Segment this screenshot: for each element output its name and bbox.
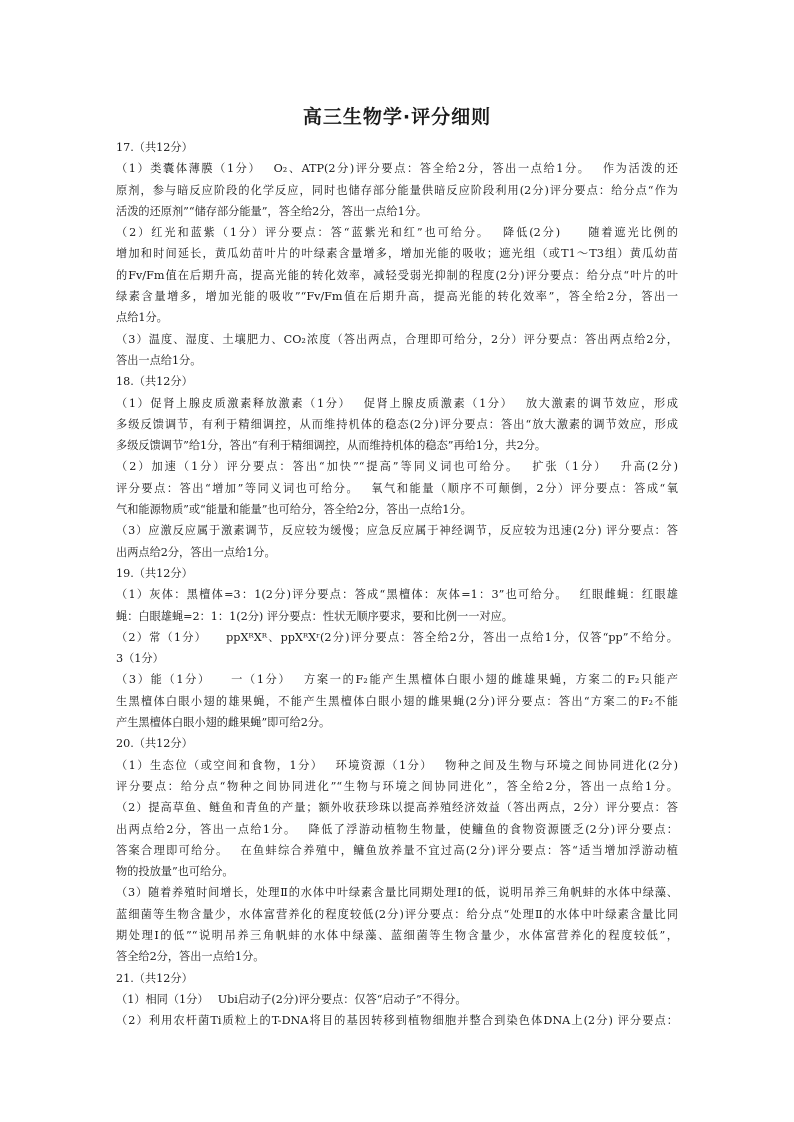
text-line: 产生黑檀体白眼小翅的雌果蝇”即可给2分。	[116, 716, 331, 730]
text-line: （1）促肾上腺皮质激素释放激素（1分） 促肾上腺皮质激素（1分） 放大激素的调节效应，形成	[116, 396, 678, 410]
text-line: 增加和时间延长，黄瓜幼苗叶片的叶绿素含量增多，增加光能的吸收；遮光组（或T1～T3组）黄瓜幼苗	[116, 247, 678, 261]
text-line: （2）提高草鱼、鲢鱼和青鱼的产量；额外收获珍珠以提高养殖经济效益（答出两点，2分）评分要点：答	[116, 801, 678, 815]
text-line: 物的投放量”也可给分。	[116, 865, 234, 879]
text-line: （1）生态位（或空间和食物，1分） 环境资源（1分） 物种之间及生物与环境之间协同进化(2分)	[116, 758, 678, 772]
document-title: 高三生物学·评分细则	[302, 106, 492, 128]
text-line: 20.（共12分）	[116, 737, 193, 751]
text-line: （3）能（1分） 一（1分） 方案一的F₂能产生黑檀体白眼小翅的雌雄果蝇，方案二的F₂只能产	[116, 673, 678, 687]
text-line: （1）相同（1分） Ubi启动子(2分)评分要点：仅答“启动子”不得分。	[116, 992, 467, 1006]
text-line: 3（1分）	[116, 652, 164, 666]
text-line: 答案合理即可给分。 在鱼蚌综合养殖中，鳙鱼放养量不宜过高(2分)评分要点：答“适当增加浮游动植	[116, 843, 678, 857]
text-line: 蝇：白眼雄蝇=2：1：1(2分) 评分要点：性状无顺序要求，要和比例一一对应。	[116, 609, 513, 623]
text-line: 19.（共12分）	[116, 566, 193, 580]
text-line: 的Fv/Fm值在后期升高，提高光能的转化效率，减轻受弱光抑制的程度(2分)评分要点：给分点“叶片的叶	[116, 268, 678, 282]
text-line: 绿素含量增多，增加光能的吸收”“Fv/Fm值在后期升高，提高光能的转化效率”，答全给2分，答出一	[116, 290, 678, 304]
text-line: （2）利用农杆菌Ti质粒上的T-DNA将目的基因转移到植物细胞并整合到染色体DNA上(2分) 评分要点：	[116, 1014, 678, 1028]
text-line: 蓝细菌等生物含量少，水体富营养化的程度较低(2分)评分要点：给分点“处理Ⅱ的水体中叶绿素含量比同	[116, 907, 678, 921]
text-line: 气和能源物质”或“能量和能量”也可给分，答全给2分，答出一点给1分。	[116, 503, 472, 517]
text-line: 期处理Ⅰ的低”“说明吊养三角帆蚌的水体中绿藻、蓝细菌等生物含量少，水体富营养化的程度较低”，	[116, 928, 678, 942]
text-line: 原剂，参与暗反应阶段的化学反应，同时也储存部分能量供暗反应阶段利用(2分)评分要点：给分点“作为	[116, 183, 678, 197]
text-line: 评分要点：答出“增加”等同义词也可给分。 氧气和能量（顺序不可颠倒，2分）评分要点：答成“氧	[116, 481, 678, 495]
text-line: （3）应激反应属于激素调节，反应较为缓慢；应急反应属于神经调节，反应较为迅速(2分) 评分要点：答	[116, 524, 678, 538]
text-line: 答出一点给1分。	[116, 353, 202, 367]
text-line: （2）红光和蓝紫（1分）评分要点：答“蓝紫光和红”也可给分。 降低(2分) 随着遮光比例的	[116, 226, 678, 240]
text-line: 多级反馈调节，有利于精细调控，从而维持机体的稳态(2分)评分要点：答出“放大激素的调节效应，形成	[116, 417, 678, 431]
text-line: （2）加速（1分）评分要点：答出“加快”“提高”等同义词也可给分。 扩张（1分） 升高(2分)	[116, 460, 678, 474]
text-line: 生黑檀体白眼小翅的雄果蝇，不能产生黑檀体白眼小翅的雌果蝇(2分)评分要点：答出“方案二的F₂不能	[116, 694, 678, 708]
text-line: 多级反馈调节”给1分，答出“有利于精细调控，从而维持机体的稳态”再给1分，共2分。	[116, 439, 547, 453]
text-line: 18.（共12分）	[116, 375, 193, 389]
text-line: 评分要点：给分点“物种之间协同进化”“生物与环境之间协同进化”，答全给2分，答出一点给1分。	[116, 779, 678, 793]
text-line: 出两点给2分，答出一点给1分。 降低了浮游动植物生物量，使鳙鱼的食物资源匮乏(2分)评分要点：	[116, 822, 678, 836]
text-line: （1）类囊体薄膜（1分） O₂、ATP(2分)评分要点：答全给2分，答出一点给1分。 作为活泼的还	[116, 162, 678, 176]
text-line: 出两点给2分，答出一点给1分。	[116, 545, 276, 559]
text-line: （3）温度、湿度、土壤肥力、CO₂浓度（答出两点，合理即可给分，2分）评分要点：答出两点给2分，	[116, 332, 678, 346]
text-line: 点给1分。	[116, 311, 168, 325]
text-line: 17.（共12分）	[116, 141, 193, 154]
text-line: （2）常（1分） ppXᴿXᴿ、ppXᴿXʳ(2分)评分要点：答全给2分，答出一点给1分，仅答“pp”不给分。	[116, 630, 678, 644]
text-line: （1）灰体：黑檀体=3：1(2分)评分要点：答成“黑檀体：灰体=1：3”也可给分。 红眼雌蝇：红眼雄	[116, 588, 678, 602]
text-line: 答全给2分，答出一点给1分。	[116, 950, 265, 964]
text-line: 21.（共12分）	[116, 971, 193, 985]
text-line: （3）随着养殖时间增长，处理Ⅱ的水体中叶绿素含量比同期处理Ⅰ的低，说明吊养三角帆蚌的水体中绿藻、	[116, 886, 678, 900]
text-line: 活泼的还原剂”“储存部分能量”，答全给2分，答出一点给1分。	[116, 204, 428, 218]
document-body	[116, 137, 678, 1031]
